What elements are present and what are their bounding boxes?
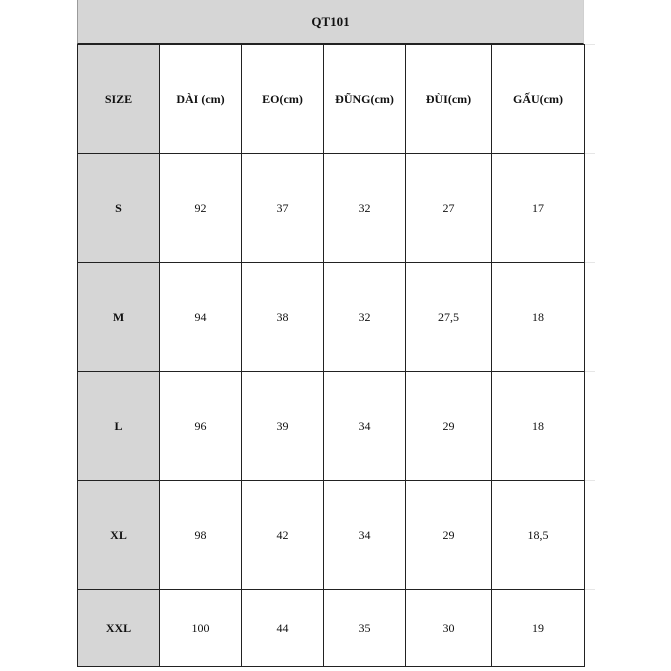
dai-cell: 98: [160, 481, 242, 590]
gau-cell: 18,5: [492, 481, 585, 590]
eo-cell: 37: [242, 154, 324, 263]
dui-cell: 27,5: [406, 263, 492, 372]
table-title: QT101: [77, 0, 584, 44]
size-chart-sheet: [77, 0, 585, 665]
dung-cell: 32: [324, 154, 406, 263]
eo-cell: 38: [242, 263, 324, 372]
table-row: [78, 154, 585, 263]
dai-cell: 92: [160, 154, 242, 263]
gridline-stub: [585, 371, 595, 372]
column-header-dai: DÀI (cm): [160, 45, 242, 154]
gridline-stub: [585, 262, 595, 263]
dai-cell: 100: [160, 590, 242, 667]
dui-cell: 29: [406, 481, 492, 590]
table-row: [78, 590, 585, 667]
dui-cell: 29: [406, 372, 492, 481]
column-header-dui: ĐÙI(cm): [406, 45, 492, 154]
column-header-eo: EO(cm): [242, 45, 324, 154]
table-row: [78, 263, 585, 372]
eo-cell: 42: [242, 481, 324, 590]
dung-cell: 34: [324, 372, 406, 481]
column-header-dung: ĐŨNG(cm): [324, 45, 406, 154]
gridline-stub: [585, 44, 595, 45]
dung-cell: 34: [324, 481, 406, 590]
header-row: [78, 45, 585, 154]
gridline-stub: [585, 153, 595, 154]
gridline-stub: [585, 589, 595, 590]
size-cell: XXL: [78, 590, 160, 667]
table-row: [78, 372, 585, 481]
dui-cell: 30: [406, 590, 492, 667]
gau-cell: 18: [492, 372, 585, 481]
size-cell: L: [78, 372, 160, 481]
gau-cell: 17: [492, 154, 585, 263]
dai-cell: 96: [160, 372, 242, 481]
size-cell: S: [78, 154, 160, 263]
size-cell: M: [78, 263, 160, 372]
gau-cell: 18: [492, 263, 585, 372]
dung-cell: 35: [324, 590, 406, 667]
column-header-size: SIZE: [78, 45, 160, 154]
dui-cell: 27: [406, 154, 492, 263]
eo-cell: 39: [242, 372, 324, 481]
gridline-stub: [585, 480, 595, 481]
eo-cell: 44: [242, 590, 324, 667]
size-table: [77, 44, 585, 667]
size-cell: XL: [78, 481, 160, 590]
table-row: [78, 481, 585, 590]
dung-cell: 32: [324, 263, 406, 372]
gau-cell: 19: [492, 590, 585, 667]
column-header-gau: GẤU(cm): [492, 45, 585, 154]
dai-cell: 94: [160, 263, 242, 372]
spreadsheet-gridline-stubs: [585, 0, 595, 665]
